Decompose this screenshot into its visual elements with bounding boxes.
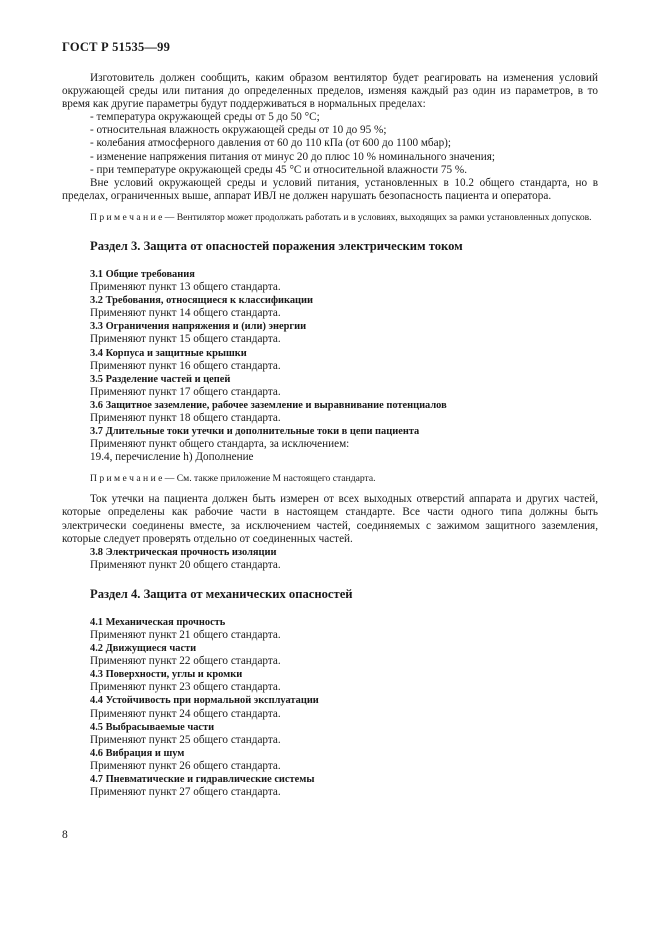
subsection-title: 3.5 Разделение частей и цепей <box>90 373 231 385</box>
section-3-title: Раздел 3. Защита от опасностей поражения электрическим током <box>90 238 463 253</box>
subsection-title: 4.6 Вибрация и шум <box>90 747 185 759</box>
subsection-text: Применяют пункт 27 общего стандарта. <box>90 786 281 799</box>
subsection-text: Применяют пункт 23 общего стандарта. <box>90 681 281 694</box>
subsection-title: 3.4 Корпуса и защитные крышки <box>90 347 247 359</box>
subsection-title: 3.7 Длительные токи утечки и дополнительные токи в цепи пациента <box>90 426 420 438</box>
subsection-title: 3.2 Требования, относящиеся к классификации <box>90 295 313 307</box>
subsection-text: Применяют пункт 18 общего стандарта. <box>90 411 281 424</box>
subsection-title: 4.3 Поверхности, углы и кромки <box>90 669 243 681</box>
subsection-text: Применяют пункт 22 общего стандарта. <box>90 655 281 668</box>
subsection-text: Применяют пункт 26 общего стандарта. <box>90 759 281 772</box>
subsection-title: 3.6 Защитное заземление, рабочее заземление и выравнивание потенциалов <box>90 399 447 411</box>
subsection-title: 3.8 Электрическая прочность изоляции <box>90 546 277 558</box>
subsection-title: 4.5 Выбрасываемые части <box>90 721 215 733</box>
page-header: ГОСТ Р 51535—99 <box>62 40 171 54</box>
subsection-title: 4.7 Пневматические и гидравлические системы <box>90 774 315 786</box>
section-3-note: П р и м е ч а н и е — См. также приложение М настоящего стандарта. <box>90 473 376 485</box>
subsection-title: 3.1 Общие требования <box>90 268 195 280</box>
subsection-title: 4.4 Устойчивость при нормальной эксплуатации <box>90 695 319 707</box>
intro-paragraph: Изготовитель должен сообщить, каким образом вентилятор будет реагировать на изменения условий окружающей среды или питания до определенных пределов, изменяя каждый раз один из параметров, в то время как другие параметры будут поддерживаться в нормальных пределах: <box>62 72 598 111</box>
subsection-text: Применяют пункт 21 общего стандарта. <box>90 629 281 641</box>
list-item: - относительная влажность окружающей среды от 10 до 95 %; <box>90 124 387 137</box>
page-body <box>62 72 598 799</box>
subsection-text: 19.4, перечисление h) Дополнение <box>90 451 254 464</box>
subsection-text: Применяют пункт общего стандарта, за исключением: <box>90 438 350 451</box>
subsection-text: Применяют пункт 25 общего стандарта. <box>90 733 281 746</box>
subsection-text: Применяют пункт 17 общего стандарта. <box>90 385 281 398</box>
subsection-title: 4.2 Движущиеся части <box>90 643 197 655</box>
subsection-text: Применяют пункт 14 общего стандарта. <box>90 307 281 320</box>
intro-note: П р и м е ч а н и е — Вентилятор может продолжать работать и в условиях, выходящих за рамки установленных допусков. <box>90 211 592 223</box>
subsection-text: Применяют пункт 15 общего стандарта. <box>90 333 281 346</box>
list-item: - изменение напряжения питания от минус 20 до плюс 10 % номинального значения; <box>90 150 495 163</box>
section-4-title: Раздел 4. Защита от механических опасностей <box>90 586 353 601</box>
subsection-text: Применяют пункт 13 общего стандарта. <box>90 281 281 294</box>
subsection-title: 4.1 Механическая прочность <box>90 616 226 628</box>
subsection-text: Применяют пункт 20 общего стандарта. <box>90 558 281 571</box>
list-item: - при температуре окружающей среды 45 °С и относительной влажности 75 %. <box>90 163 468 176</box>
subsection-text: Применяют пункт 16 общего стандарта. <box>90 359 281 372</box>
subsection-text: Применяют пункт 24 общего стандарта. <box>90 707 281 720</box>
intro-paragraph-2: Вне условий окружающей среды и условий питания, установленных в 10.2 общего стандарта, но в пределах, ограниченных выше, аппарат ИВЛ не должен нарушать безопасность пациента и оператора. <box>62 176 598 202</box>
subsection-title: 3.3 Ограничения напряжения и (или) энергии <box>90 321 307 333</box>
section-3-paragraph: Ток утечки на пациента должен быть измерен от всех выходных отверстий аппарата и других частей, которые определены как рабочие части в настоящем стандарте. Все части одного типа должны быть электрически соединены вместе, за исключением частей, соединяемых с зажимом защитного заземления, которые следует проверять отдельно от соединенных частей. <box>62 493 598 545</box>
list-item: - колебания атмосферного давления от 60 до 110 кПа (от 600 до 1100 мбар); <box>90 137 452 150</box>
page-number: 8 <box>62 829 68 841</box>
list-item: - температура окружающей среды от 5 до 50 °С; <box>90 111 320 124</box>
